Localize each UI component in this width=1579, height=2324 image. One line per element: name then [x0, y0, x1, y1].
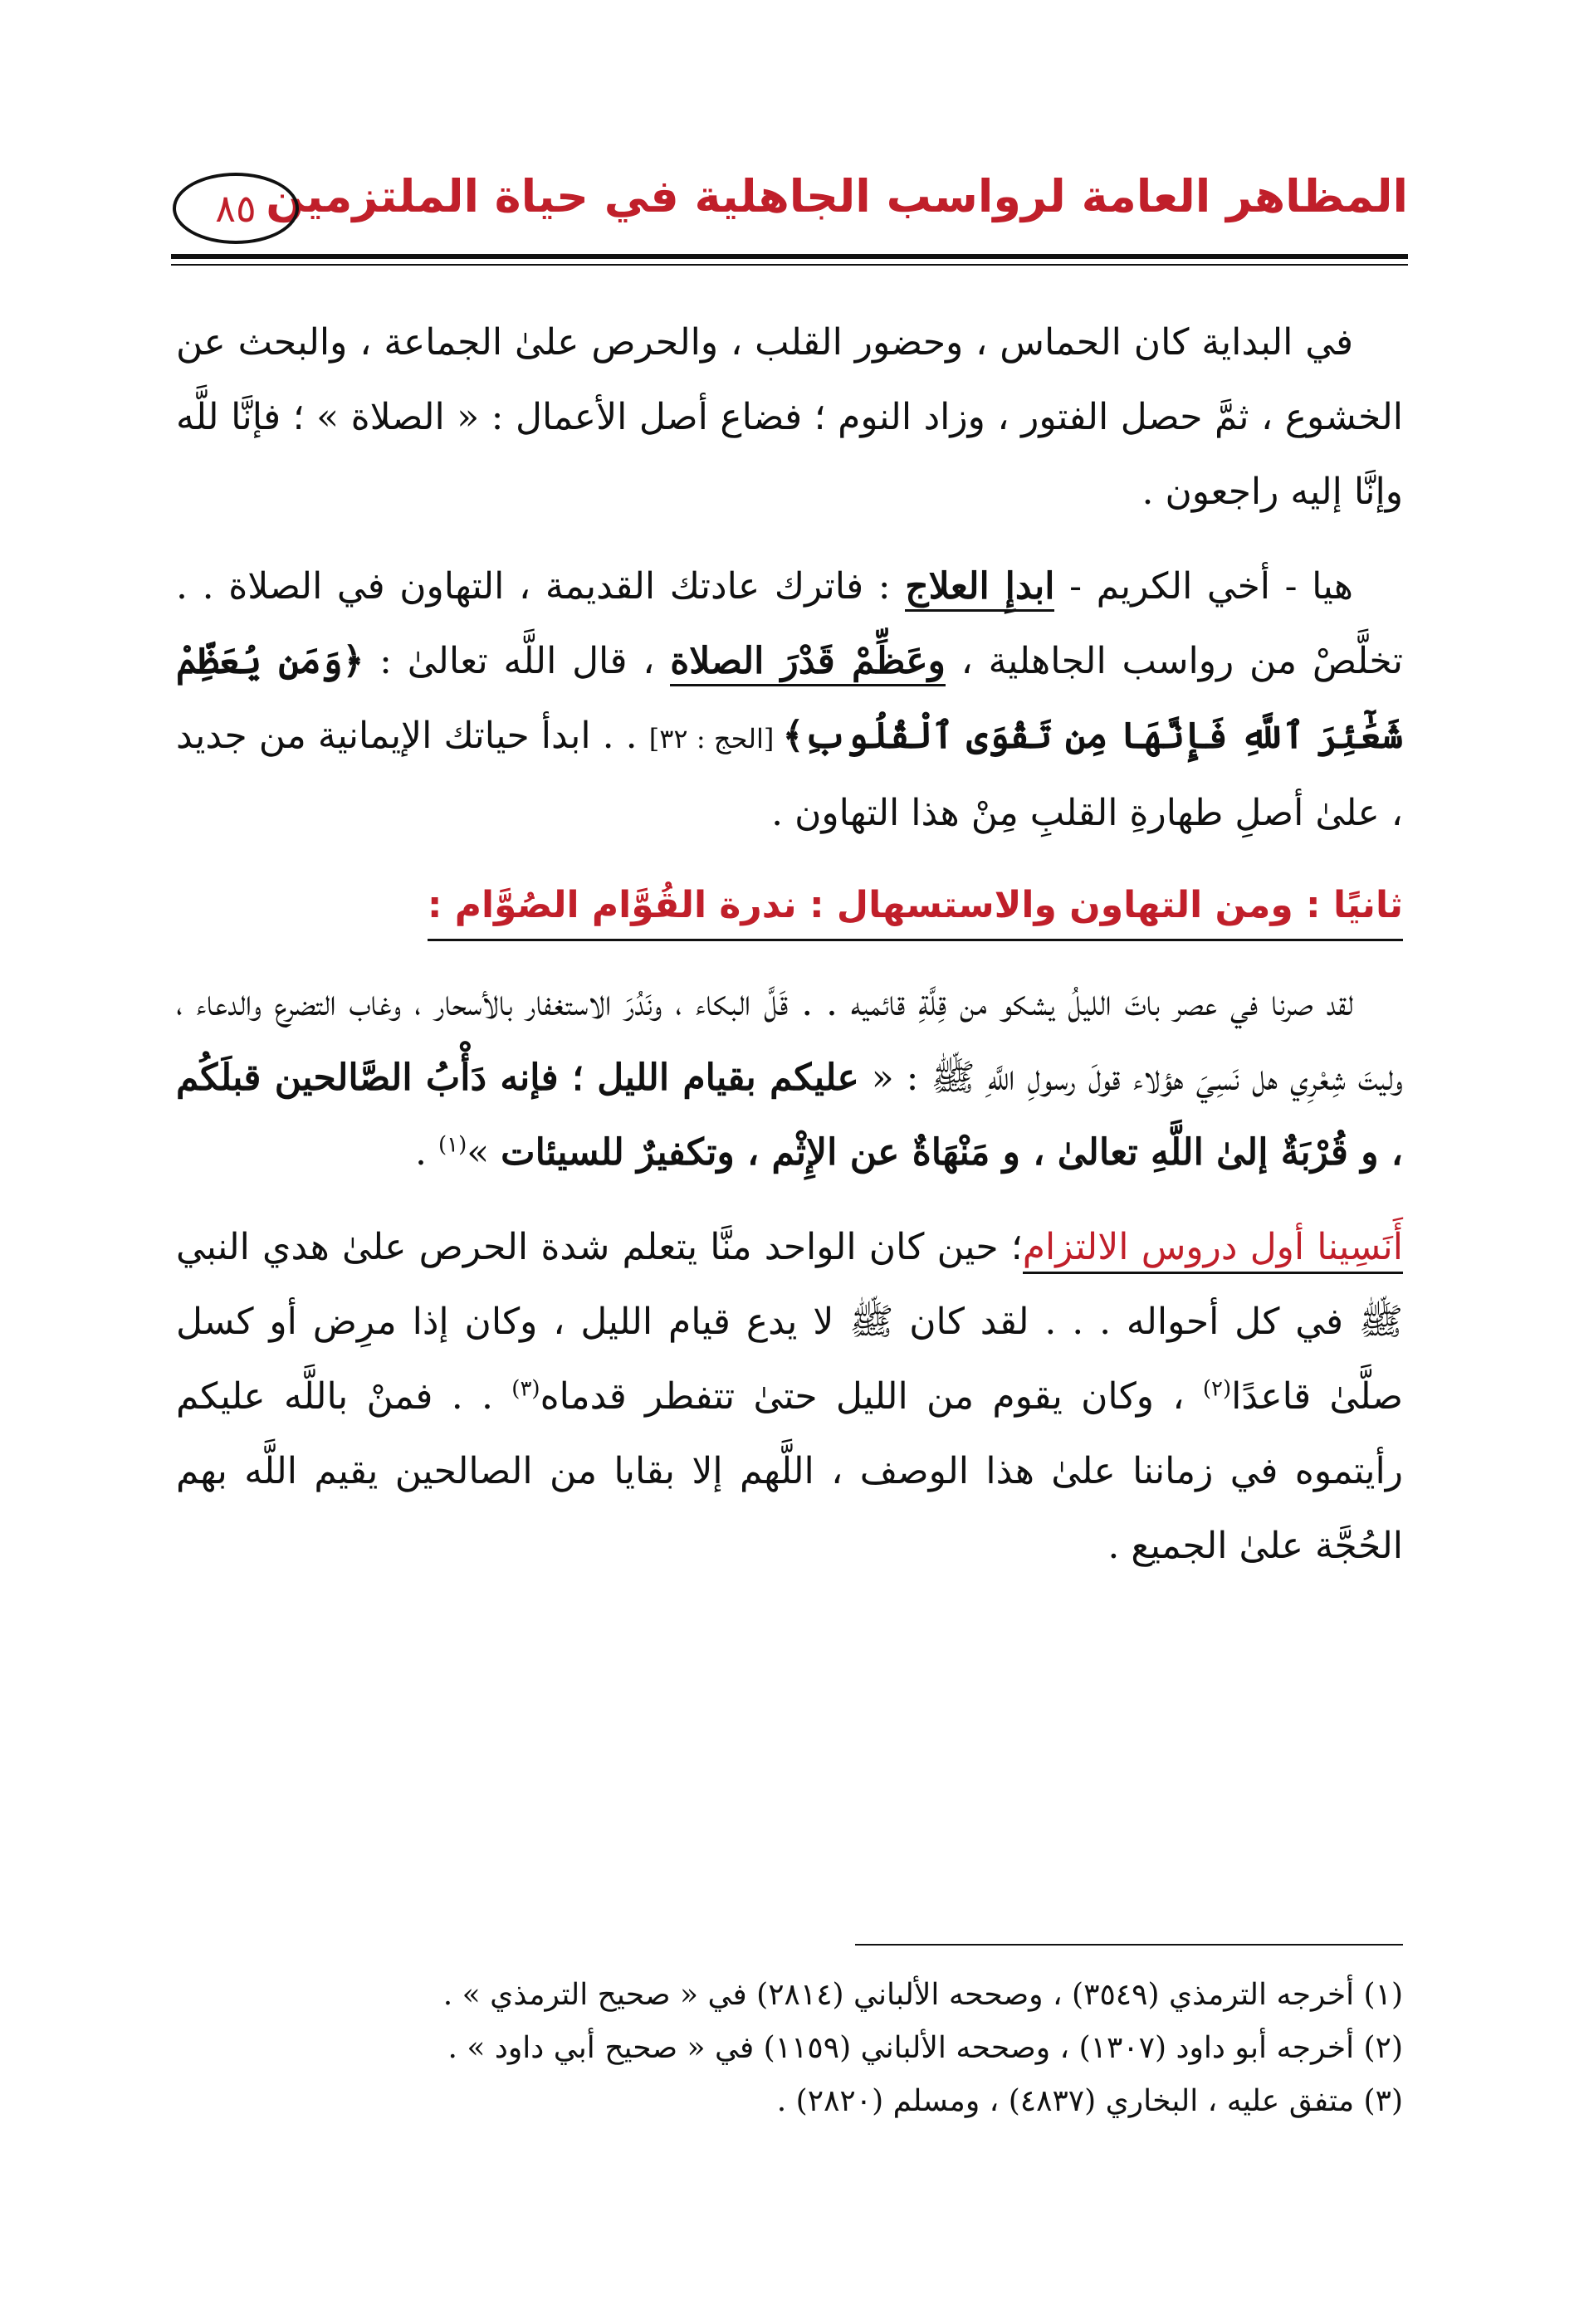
paragraph-2-end: . . ابدأ حياتك الإيمانية من جديد ، علىٰ أصلِ طهارةِ القلبِ مِنْ هذا التهاون . [176, 715, 1403, 834]
paragraph-4-middle: ، وكان يقوم من الليل حتىٰ تتفطر قدماه [540, 1375, 1203, 1418]
footnote-3: (٣) متفق عليه ، البخاري (٤٨٣٧) ، ومسلم (٢٨٢٠) . [776, 2084, 1403, 2118]
paragraph-4-text: ؛ حين كان الواحد منَّا يتعلم شدة الحرص علىٰ هدي النبي ﷺ في كل أحواله . . . لقد كان ﷺ لا يدع قيام الليل ، وكان إذا مرِض أو كسل صلَّىٰ قاعدًا [176, 1226, 1403, 1418]
hadith-close-quote: » [467, 1131, 501, 1174]
footnote-2: (٢) أخرجه أبو داود (١٣٠٧) ، وصححه الألباني (١١٥٩) في « صحيح أبي داود » . [447, 2031, 1403, 2065]
emphasis-start-cure: ابدإِ العلاج [905, 565, 1054, 612]
running-title: المظاهر العامة لرواسب الجاهلية في حياة الملتزمين [266, 170, 1408, 222]
paragraph-1 [176, 305, 1403, 530]
footnote-ref-3: (٣) [511, 1376, 540, 1402]
footnote-1: (١) أخرجه الترمذي (٣٥٤٩) ، وصححه الألباني (٢٨١٤) في « صحيح الترمذي » . [442, 1978, 1403, 2012]
footnote-separator [855, 1944, 1403, 1946]
paragraph-4-end: . . فمنْ باللَّه عليكم رأيتموه في زماننا علىٰ هذا الوصف ، اللَّهم إلا بقايا من الصالحين يقيم اللَّه بهم الحُجَّة علىٰ الجميع . [176, 1375, 1403, 1567]
quran-verse: ﴿وَمَن يُعَظِّمْ شَعَٰٓئِرَ ٱللَّهِ فَإِنَّهَا مِن تَقْوَى ٱلْقُلُوبِ﴾ [176, 640, 1403, 757]
paragraph-1-text: في البداية كان الحماس ، وحضور القلب ، والحرص علىٰ الجماعة ، والبحث عن الخشوع ، ثمَّ حصل الفتور ، وزاد النوم ؛ فضاع أصل الأعمال : « الصلاة » ؛ فإنَّا للَّه وإنَّا إليه راجعون . [176, 321, 1403, 513]
page-number: ٨٥ [215, 186, 257, 231]
header-rule-thick [171, 254, 1408, 259]
header-rule-thin [171, 264, 1408, 266]
emphasis-glorify-prayer: وعَظِّمْ قَدْرَ الصلاة [670, 640, 946, 686]
paragraph-4 [176, 1210, 1403, 1584]
paragraph-2 [176, 549, 1403, 851]
verse-reference: [الحج : ٣٢] [648, 723, 783, 754]
paragraph-2-said: ، قال اللَّه تعالىٰ : [364, 640, 671, 682]
paragraph-3-text: لقد صرنا في عصر باتَ الليلُ يشكو من قِلَّةِ قائميه . . قَلَّ البكاء ، ونَدُرَ الاستغفار بالأسحار ، وغاب التضرع والدعاء ، وليتَ شِعْرِي هل نَسِيَ هؤلاء قولَ رسولِ اللَّهِ ﷺ : « [176, 982, 1403, 1099]
main-text [176, 305, 1403, 1604]
hadith-text: عليكم بقيام الليل ؛ فإنه دَأْبُ الصَّالحين قبلَكُم ، و قُرْبَةٌ إلىٰ اللَّهِ تعالىٰ ، و مَنْهَاةٌ عن الإِثْم ، وتكفيرٌ للسيئات [176, 1057, 1403, 1174]
section-heading: ثانيًا : ومن التهاون والاستسهال : ندرة القُوَّام الصُوَّام : [428, 876, 1403, 941]
paragraph-2-intro: هيا - أخي الكريم - [1054, 565, 1354, 608]
page-number-badge [173, 173, 299, 244]
footnote-ref-1: (١) [438, 1132, 467, 1158]
footnote-ref-2: (٢) [1202, 1376, 1232, 1402]
emphasis-forgot-lessons: أَنَسِينا أول دروس الالتزام [1023, 1226, 1403, 1274]
paragraph-3 [176, 966, 1403, 1190]
footnotes [176, 1969, 1403, 2128]
paragraph-2-body: : فاترك عادتك القديمة ، التهاون في الصلاة . . تخلَّصْ من رواسب الجاهلية ، [176, 565, 1403, 682]
paragraph-3-end: . [414, 1131, 438, 1174]
